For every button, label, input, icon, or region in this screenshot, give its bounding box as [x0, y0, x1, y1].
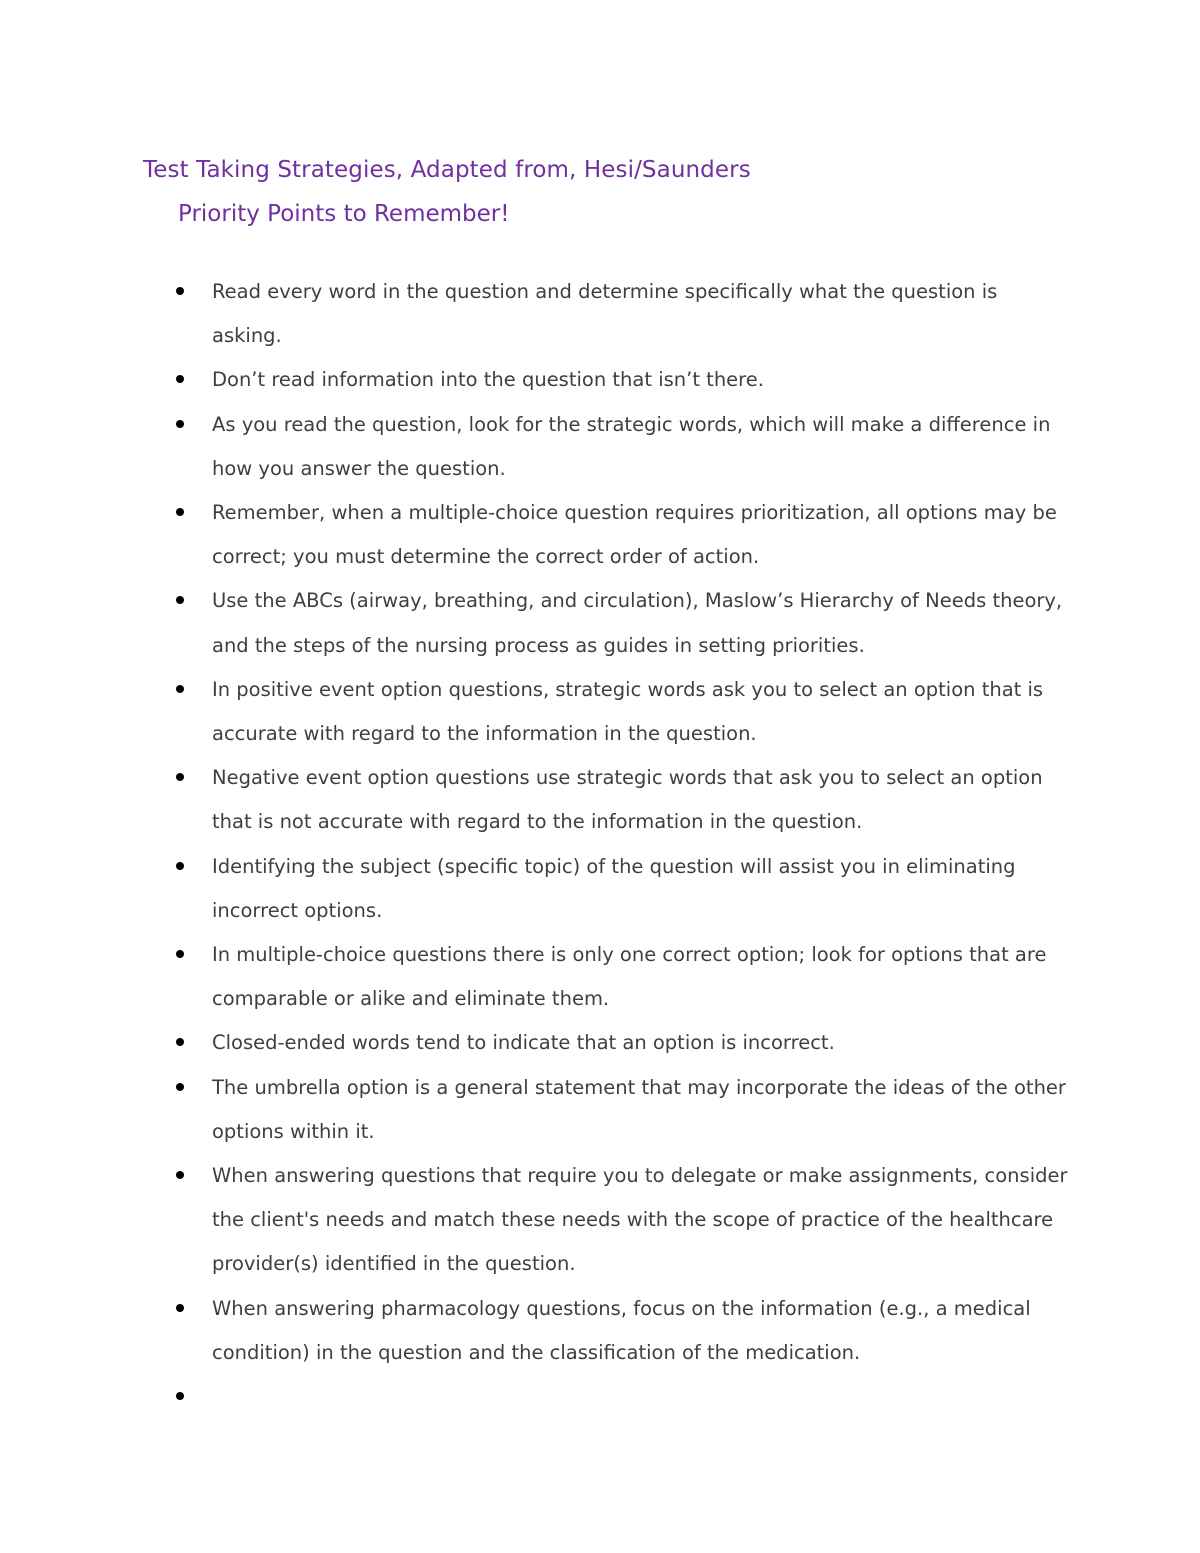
bullet-dot-icon [176, 508, 184, 516]
bullet-text: When answering questions that require you to delegate or make assignments, consider the client's needs and match these needs with the scope of practice of the healthcare provider(s) identified in the question. [212, 1164, 1068, 1276]
bullet-dot-icon [176, 420, 184, 428]
bullet-item [0, 403, 1072, 491]
bullet-text: Use the ABCs (airway, breathing, and circulation), Maslow’s Hierarchy of Needs theory, and the steps of the nursing process as guides in setting priorities. [212, 589, 1063, 657]
bullet-item [0, 579, 1072, 667]
bullet-item [0, 1066, 1072, 1154]
bullet-dot-icon [176, 596, 184, 604]
bullet-item [0, 358, 1072, 402]
bullet-dot-icon [176, 1083, 184, 1091]
bullet-item [0, 1287, 1072, 1375]
bullet-item [0, 933, 1072, 1021]
bullet-text: In multiple-choice questions there is only one correct option; look for options that are comparable or alike and eliminate them. [212, 943, 1047, 1011]
bullet-item [0, 1154, 1072, 1287]
bullet-text: Read every word in the question and determine specifically what the question is asking. [212, 280, 998, 348]
bullet-item [0, 1375, 1072, 1419]
bullet-text [212, 1375, 1072, 1419]
bullet-dot-icon [176, 375, 184, 383]
bullet-item [0, 270, 1072, 358]
bullet-text: The umbrella option is a general statement that may incorporate the ideas of the other options within it. [212, 1075, 1066, 1143]
bullet-dot-icon [176, 1304, 184, 1312]
bullet-dot-icon [176, 1392, 184, 1400]
bullet-dot-icon [176, 950, 184, 958]
bullet-item [0, 491, 1072, 579]
bullet-text: Remember, when a multiple-choice question requires prioritization, all options may be correct; you must determine the correct order of action. [212, 501, 1057, 569]
bullet-text: In positive event option questions, strategic words ask you to select an option that is accurate with regard to the information in the question. [212, 677, 1044, 746]
bullet-item [0, 756, 1072, 844]
bullet-text: As you read the question, look for the strategic words, which will make a difference in how you answer the question. [212, 412, 1051, 480]
bullet-item [0, 1021, 1072, 1065]
document-title: Test Taking Strategies, Adapted from, Hesi/Saunders [143, 157, 751, 183]
bullet-list [0, 270, 1200, 1419]
bullet-dot-icon [176, 773, 184, 781]
bullet-text: When answering pharmacology questions, focus on the information (e.g., a medical condition) in the question and the classification of the medication. [212, 1296, 1031, 1364]
bullet-dot-icon [176, 287, 184, 295]
bullet-dot-icon [176, 685, 184, 693]
bullet-item [0, 845, 1072, 933]
document-subtitle: Priority Points to Remember! [178, 201, 510, 227]
bullet-dot-icon [176, 862, 184, 870]
bullet-text: Negative event option questions use strategic words that ask you to select an option that is not accurate with regard to the information in the question. [212, 766, 1043, 834]
bullet-dot-icon [176, 1171, 184, 1179]
bullet-text: Closed-ended words tend to indicate that an option is incorrect. [212, 1031, 835, 1055]
bullet-text: Don’t read information into the question that isn’t there. [212, 368, 764, 392]
bullet-text: Identifying the subject (specific topic) of the question will assist you in eliminating incorrect options. [212, 854, 1016, 922]
bullet-dot-icon [176, 1038, 184, 1046]
bullet-item [0, 668, 1072, 756]
